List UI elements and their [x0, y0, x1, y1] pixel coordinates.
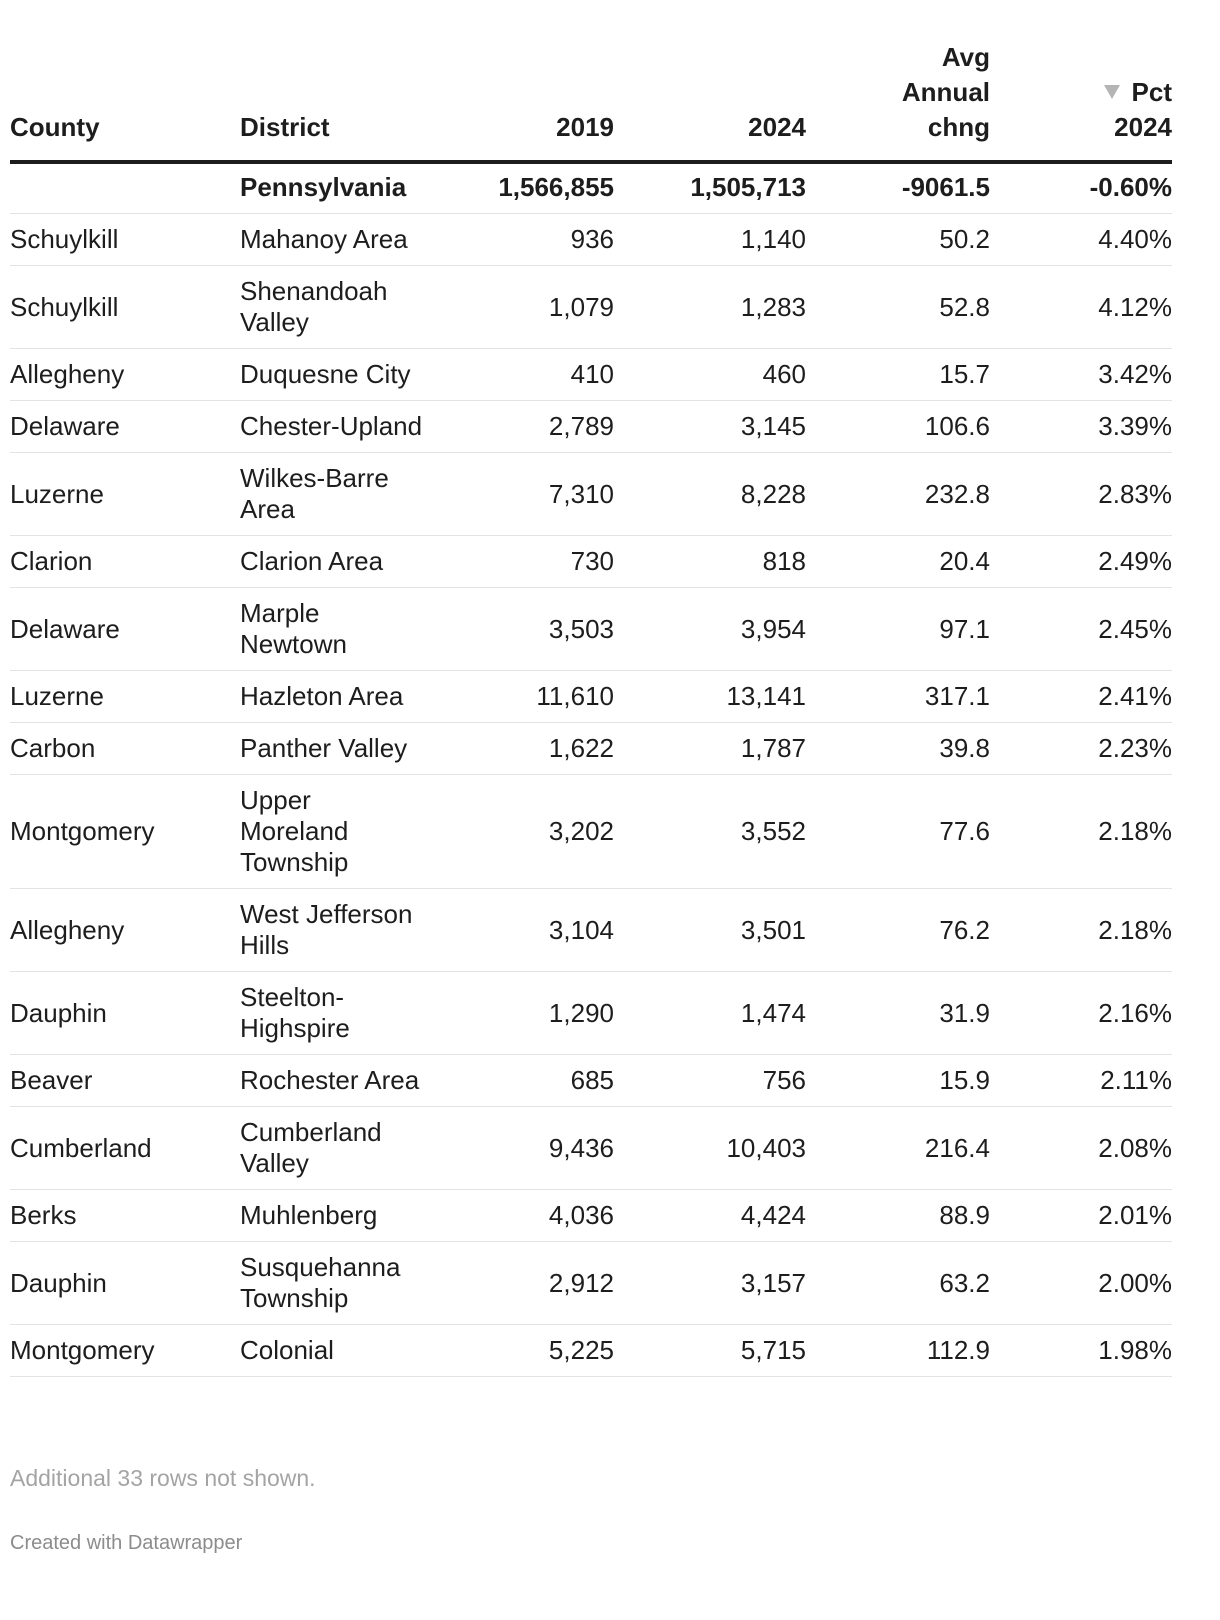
column-header-label: Pct 2024 [1114, 77, 1172, 142]
total-2019-cell: 1,566,855 [435, 162, 614, 214]
column-header-2019[interactable]: 2019 [435, 40, 614, 162]
value-2024-cell: 3,145 [614, 401, 806, 453]
pct-2024-cell: 2.16% [990, 972, 1172, 1055]
table-row [10, 536, 1172, 588]
value-2019-cell: 4,036 [435, 1190, 614, 1242]
table-row [10, 671, 1172, 723]
district-cell: Rochester Area [240, 1055, 435, 1107]
avg-annual-chng-cell: 97.1 [806, 588, 990, 671]
table-row [10, 889, 1172, 972]
pct-2024-cell: 3.42% [990, 349, 1172, 401]
district-cell: Steelton-Highspire [240, 972, 435, 1055]
value-2024-cell: 5,715 [614, 1325, 806, 1377]
total-pct-cell: -0.60% [990, 162, 1172, 214]
district-cell: Panther Valley [240, 723, 435, 775]
table-row [10, 1190, 1172, 1242]
column-header-pct-2024[interactable] [990, 40, 1172, 162]
column-header-avg-annual-chng[interactable] [806, 40, 990, 162]
avg-annual-chng-cell: 317.1 [806, 671, 990, 723]
value-2024-cell: 460 [614, 349, 806, 401]
table-row [10, 266, 1172, 349]
value-2024-cell: 3,954 [614, 588, 806, 671]
avg-annual-chng-cell: 15.7 [806, 349, 990, 401]
value-2019-cell: 9,436 [435, 1107, 614, 1190]
district-cell: Shenandoah Valley [240, 266, 435, 349]
value-2019-cell: 1,079 [435, 266, 614, 349]
district-cell: Muhlenberg [240, 1190, 435, 1242]
column-header-county[interactable]: County [10, 40, 240, 162]
avg-annual-chng-cell: 31.9 [806, 972, 990, 1055]
avg-annual-chng-cell: 106.6 [806, 401, 990, 453]
value-2024-cell: 1,283 [614, 266, 806, 349]
district-cell: Cumberland Valley [240, 1107, 435, 1190]
county-cell: Berks [10, 1190, 240, 1242]
avg-annual-chng-cell: 216.4 [806, 1107, 990, 1190]
table-row [10, 1242, 1172, 1325]
pct-2024-cell: 1.98% [990, 1325, 1172, 1377]
district-cell: Mahanoy Area [240, 214, 435, 266]
header-row [10, 40, 1172, 162]
table-row [10, 723, 1172, 775]
pct-2024-cell: 2.49% [990, 536, 1172, 588]
total-chng-cell: -9061.5 [806, 162, 990, 214]
county-cell: Montgomery [10, 775, 240, 889]
value-2019-cell: 2,789 [435, 401, 614, 453]
district-cell: Wilkes-Barre Area [240, 453, 435, 536]
pct-2024-cell: 3.39% [990, 401, 1172, 453]
value-2019-cell: 1,290 [435, 972, 614, 1055]
avg-annual-chng-cell: 15.9 [806, 1055, 990, 1107]
total-row [10, 162, 1172, 214]
county-cell: Montgomery [10, 1325, 240, 1377]
value-2019-cell: 2,912 [435, 1242, 614, 1325]
value-2019-cell: 685 [435, 1055, 614, 1107]
footnote: Additional 33 rows not shown. [10, 1465, 316, 1491]
value-2019-cell: 1,622 [435, 723, 614, 775]
value-2019-cell: 3,503 [435, 588, 614, 671]
pct-2024-cell: 2.00% [990, 1242, 1172, 1325]
data-table [10, 40, 1172, 1377]
total-2024-cell: 1,505,713 [614, 162, 806, 214]
district-cell: Upper Moreland Township [240, 775, 435, 889]
pct-2024-cell: 2.01% [990, 1190, 1172, 1242]
avg-annual-chng-cell: 63.2 [806, 1242, 990, 1325]
avg-annual-chng-cell: 20.4 [806, 536, 990, 588]
pct-2024-cell: 2.18% [990, 889, 1172, 972]
value-2024-cell: 8,228 [614, 453, 806, 536]
value-2019-cell: 410 [435, 349, 614, 401]
table-row [10, 214, 1172, 266]
county-cell: Clarion [10, 536, 240, 588]
district-cell: Susquehanna Township [240, 1242, 435, 1325]
value-2019-cell: 3,104 [435, 889, 614, 972]
credit-line: Created with Datawrapper [10, 1532, 243, 1554]
table-row [10, 1055, 1172, 1107]
district-cell: Colonial [240, 1325, 435, 1377]
county-cell: Allegheny [10, 349, 240, 401]
pct-2024-cell: 2.11% [990, 1055, 1172, 1107]
value-2019-cell: 5,225 [435, 1325, 614, 1377]
value-2024-cell: 3,157 [614, 1242, 806, 1325]
district-cell: Chester-Upland [240, 401, 435, 453]
county-cell: Delaware [10, 588, 240, 671]
column-header-label-wrap [1087, 75, 1172, 145]
county-cell: Beaver [10, 1055, 240, 1107]
value-2024-cell: 3,501 [614, 889, 806, 972]
total-county-cell [10, 162, 240, 214]
value-2019-cell: 11,610 [435, 671, 614, 723]
table-row [10, 401, 1172, 453]
table-row [10, 1325, 1172, 1377]
avg-annual-chng-cell: 77.6 [806, 775, 990, 889]
table-row [10, 588, 1172, 671]
pct-2024-cell: 2.41% [990, 671, 1172, 723]
column-header-district[interactable]: District [240, 40, 435, 162]
county-cell: Dauphin [10, 972, 240, 1055]
district-cell: Clarion Area [240, 536, 435, 588]
column-header-2024[interactable]: 2024 [614, 40, 806, 162]
district-cell: West Jefferson Hills [240, 889, 435, 972]
county-cell: Allegheny [10, 889, 240, 972]
value-2024-cell: 818 [614, 536, 806, 588]
value-2024-cell: 1,787 [614, 723, 806, 775]
avg-annual-chng-cell: 88.9 [806, 1190, 990, 1242]
value-2024-cell: 13,141 [614, 671, 806, 723]
sort-descending-icon [1104, 85, 1120, 99]
district-cell: Hazleton Area [240, 671, 435, 723]
county-cell: Delaware [10, 401, 240, 453]
table-row [10, 1107, 1172, 1190]
pct-2024-cell: 2.83% [990, 453, 1172, 536]
value-2024-cell: 756 [614, 1055, 806, 1107]
table-row [10, 972, 1172, 1055]
avg-annual-chng-cell: 52.8 [806, 266, 990, 349]
county-cell: Cumberland [10, 1107, 240, 1190]
value-2019-cell: 7,310 [435, 453, 614, 536]
table-row [10, 453, 1172, 536]
county-cell: Luzerne [10, 671, 240, 723]
county-cell: Dauphin [10, 1242, 240, 1325]
avg-annual-chng-cell: 76.2 [806, 889, 990, 972]
county-cell: Schuylkill [10, 214, 240, 266]
value-2019-cell: 3,202 [435, 775, 614, 889]
pct-2024-cell: 4.40% [990, 214, 1172, 266]
value-2019-cell: 730 [435, 536, 614, 588]
avg-annual-chng-cell: 232.8 [806, 453, 990, 536]
district-cell: Marple Newtown [240, 588, 435, 671]
county-cell: Carbon [10, 723, 240, 775]
pct-2024-cell: 2.23% [990, 723, 1172, 775]
value-2024-cell: 3,552 [614, 775, 806, 889]
avg-annual-chng-cell: 112.9 [806, 1325, 990, 1377]
value-2024-cell: 1,140 [614, 214, 806, 266]
value-2024-cell: 10,403 [614, 1107, 806, 1190]
column-header-label: Avg Annual chng [901, 42, 990, 142]
pct-2024-cell: 4.12% [990, 266, 1172, 349]
value-2019-cell: 936 [435, 214, 614, 266]
total-district-cell: Pennsylvania [240, 162, 435, 214]
table-row [10, 775, 1172, 889]
district-cell: Duquesne City [240, 349, 435, 401]
table-row [10, 349, 1172, 401]
pct-2024-cell: 2.08% [990, 1107, 1172, 1190]
pct-2024-cell: 2.18% [990, 775, 1172, 889]
county-cell: Luzerne [10, 453, 240, 536]
pct-2024-cell: 2.45% [990, 588, 1172, 671]
avg-annual-chng-cell: 39.8 [806, 723, 990, 775]
value-2024-cell: 4,424 [614, 1190, 806, 1242]
avg-annual-chng-cell: 50.2 [806, 214, 990, 266]
county-cell: Schuylkill [10, 266, 240, 349]
table-body [10, 162, 1172, 1377]
value-2024-cell: 1,474 [614, 972, 806, 1055]
